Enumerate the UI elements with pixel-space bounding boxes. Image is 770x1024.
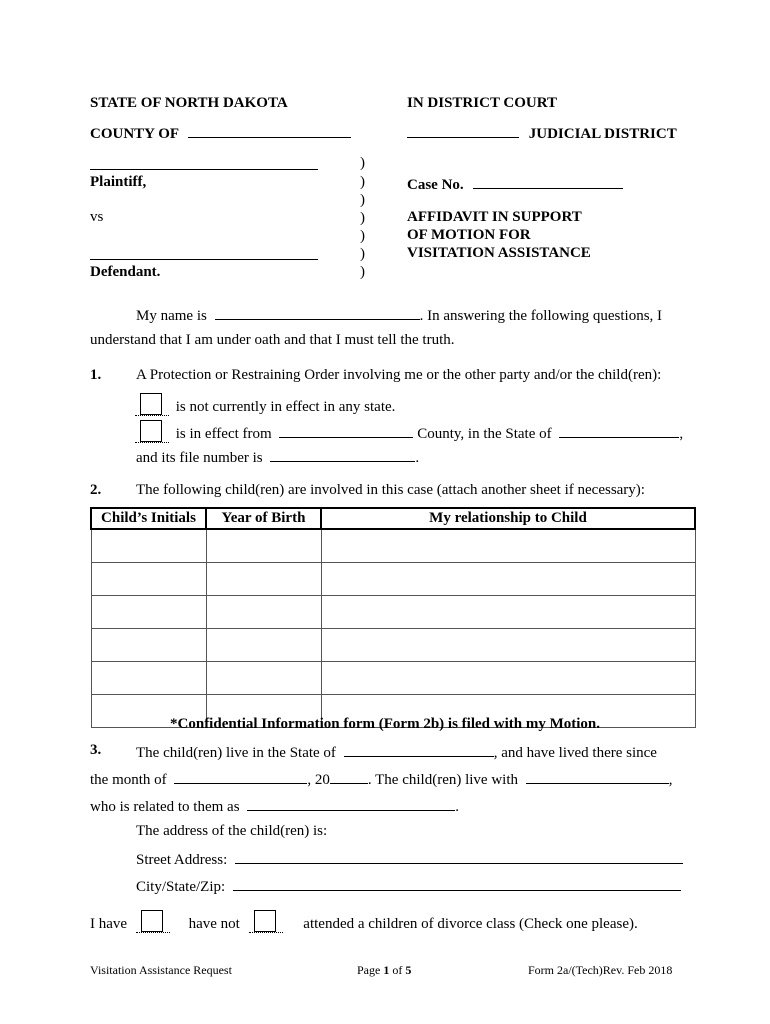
comma-text: ,: [668, 772, 673, 788]
period-text: .: [415, 450, 420, 466]
vs-label: vs: [90, 209, 104, 225]
q1-option-not-in-effect: [140, 393, 395, 416]
table-row: [91, 596, 695, 629]
initials-cell[interactable]: [91, 596, 206, 629]
file-number-field[interactable]: [270, 447, 415, 462]
address-intro: The address of the child(ren) is:: [136, 823, 328, 839]
district-field[interactable]: [407, 123, 519, 138]
live-with-text: . The child(ren) live with: [367, 772, 519, 788]
related-as-text: who is related to them as: [90, 799, 240, 815]
table-header-row: [91, 508, 695, 529]
footer-left: Visitation Assistance Request: [90, 963, 232, 977]
intro-line2: understand that I am under oath and that I must tell the truth.: [90, 332, 455, 348]
children-table: [90, 507, 696, 728]
year-cell[interactable]: [206, 563, 321, 596]
comma-text: ,: [679, 426, 684, 442]
initials-cell[interactable]: [91, 529, 206, 563]
table-row: [91, 529, 695, 563]
q1-number: 1.: [90, 367, 102, 383]
plaintiff-label: Plaintiff,: [90, 174, 147, 190]
page-number: 1: [383, 963, 390, 977]
year-cell[interactable]: [206, 629, 321, 662]
class-description-text: attended a children of divorce class (Check one please).: [303, 916, 638, 932]
footer-right: Form 2a/(Tech)Rev. Feb 2018: [528, 963, 673, 977]
q2-text: The following child(ren) are involved in this case (attach another sheet if necessary):: [136, 482, 645, 498]
relationship-cell[interactable]: [321, 629, 695, 662]
relationship-cell[interactable]: [321, 529, 695, 563]
table-row: [91, 629, 695, 662]
file-number-text: and its file number is: [136, 450, 263, 466]
district-text: JUDICIAL DISTRICT: [528, 126, 677, 142]
case-no-label: [407, 174, 623, 194]
q3-line1: [136, 742, 657, 762]
have-not-attended-checkbox[interactable]: [254, 910, 276, 932]
year-prefix-text: , 20: [307, 772, 330, 788]
have-not-text: have not: [188, 916, 240, 932]
answering-text: . In answering the following questions, I: [419, 308, 663, 324]
city-state-zip-label: City/State/Zip:: [136, 879, 226, 895]
in-effect-county-field[interactable]: [279, 423, 413, 438]
county-text: COUNTY OF: [90, 126, 179, 142]
form-title-line1: AFFIDAVIT IN SUPPORT: [407, 209, 582, 225]
initials-cell[interactable]: [91, 563, 206, 596]
page-total: 5: [405, 963, 412, 977]
district-label: [407, 123, 677, 143]
in-effect-state-field[interactable]: [559, 423, 679, 438]
month-field[interactable]: [174, 769, 307, 784]
child-state-field[interactable]: [344, 742, 494, 757]
state-heading: STATE OF NORTH DAKOTA: [90, 95, 288, 111]
lived-since-text: , and have lived there since: [493, 745, 657, 761]
period-text: .: [455, 799, 460, 815]
relationship-cell[interactable]: [321, 662, 695, 695]
my-name-is-text: My name is: [136, 308, 207, 324]
plaintiff-name-field[interactable]: [90, 155, 318, 170]
city-state-zip-field[interactable]: [233, 876, 681, 891]
year-cell[interactable]: [206, 662, 321, 695]
month-of-text: the month of: [90, 772, 167, 788]
court-heading: IN DISTRICT COURT: [407, 95, 558, 111]
county-field[interactable]: [188, 123, 351, 138]
form-title-line3: VISITATION ASSISTANCE: [407, 245, 591, 261]
defendant-name-field[interactable]: [90, 245, 318, 260]
relationship-field[interactable]: [247, 796, 455, 811]
confidential-note: *Confidential Information form (Form 2b) is filed with my Motion.: [170, 716, 600, 732]
footer-page: [357, 963, 411, 978]
live-in-state-text: The child(ren) live in the State of: [136, 745, 336, 761]
q1-text: A Protection or Restraining Order involving me or the other party and/or the child(ren):: [136, 367, 662, 383]
case-no-text: Case No.: [407, 177, 464, 193]
q3-number: 3.: [90, 742, 102, 758]
street-address-label: Street Address:: [136, 852, 228, 868]
case-no-field[interactable]: [473, 174, 623, 189]
q1-file-number: [136, 447, 419, 467]
year-cell[interactable]: [206, 529, 321, 563]
q3-line2: [90, 769, 673, 789]
county-state-text: County, in the State of: [417, 426, 552, 442]
page-text: Page: [357, 963, 384, 977]
street-address-field[interactable]: [235, 849, 683, 864]
class-attendance-row: [90, 910, 638, 933]
q1-option-in-effect: [140, 420, 683, 443]
initials-cell[interactable]: [91, 629, 206, 662]
initials-cell[interactable]: [91, 662, 206, 695]
intro-line1: [136, 305, 662, 325]
have-attended-checkbox[interactable]: [141, 910, 163, 932]
my-name-field[interactable]: [215, 305, 420, 320]
street-address-row: [136, 849, 683, 869]
i-have-text: I have: [90, 916, 128, 932]
form-title-line2: OF MOTION FOR: [407, 227, 531, 243]
col-relationship: My relationship to Child: [321, 508, 695, 529]
col-year-of-birth: Year of Birth: [206, 508, 321, 529]
relationship-cell[interactable]: [321, 563, 695, 596]
year-cell[interactable]: [206, 596, 321, 629]
not-in-effect-checkbox[interactable]: [140, 393, 162, 415]
in-effect-checkbox[interactable]: [140, 420, 162, 442]
year-field[interactable]: [330, 769, 368, 784]
in-effect-from-text: is in effect from: [175, 426, 272, 442]
page-of-text: of: [389, 963, 406, 977]
table-row: [91, 662, 695, 695]
defendant-label: Defendant.: [90, 264, 161, 280]
county-label: [90, 123, 351, 143]
q2-number: 2.: [90, 482, 102, 498]
relationship-cell[interactable]: [321, 596, 695, 629]
not-in-effect-text: is not currently in effect in any state.: [175, 399, 396, 415]
q3-line3: [90, 796, 459, 816]
live-with-field[interactable]: [526, 769, 669, 784]
city-state-zip-row: [136, 876, 681, 896]
col-initials: Child’s Initials: [91, 508, 206, 529]
table-row: [91, 563, 695, 596]
